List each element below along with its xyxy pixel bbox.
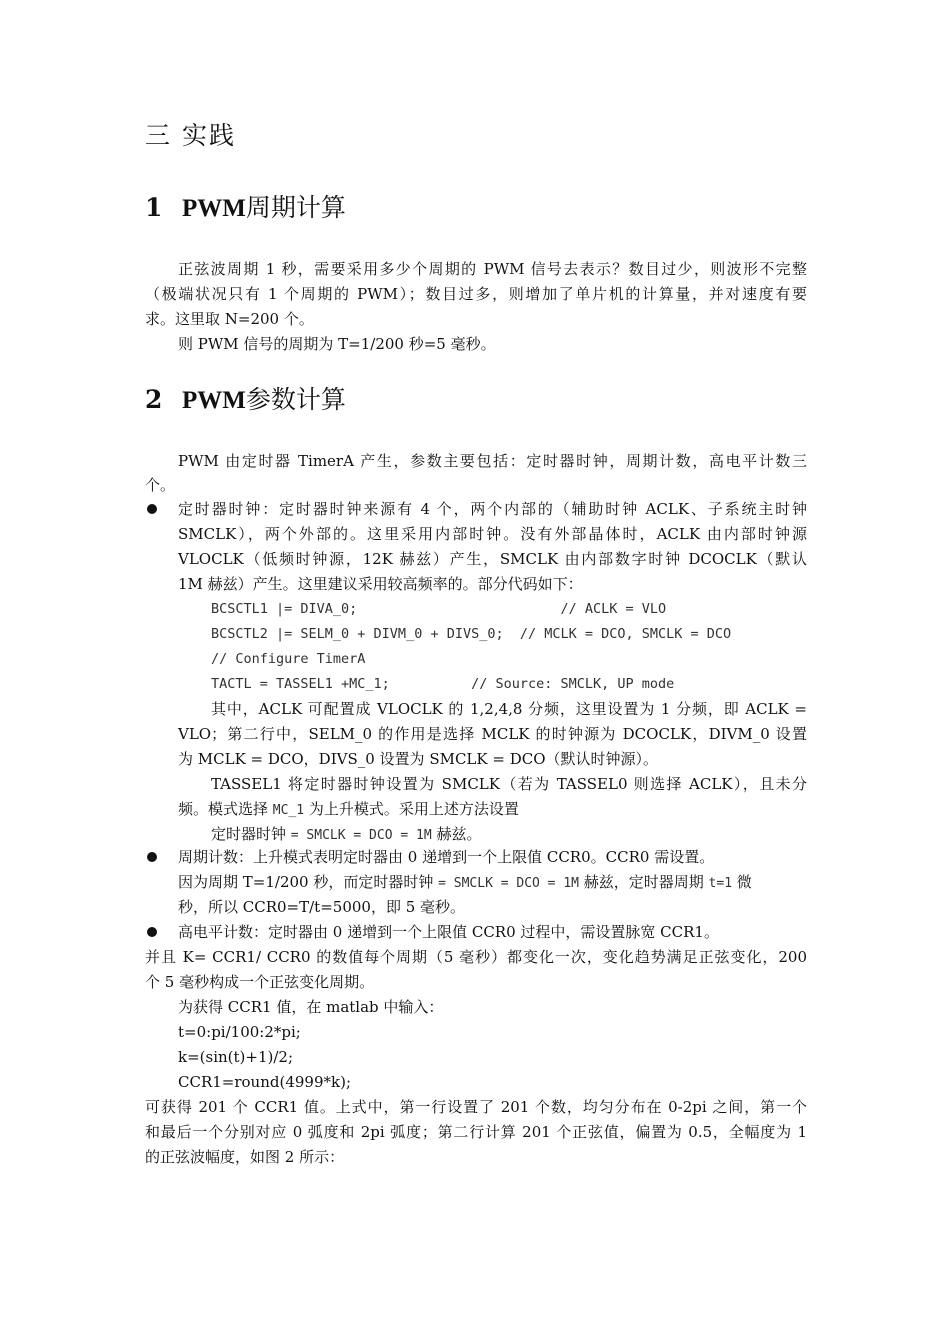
section-title: 参数计算 [245,385,346,414]
paragraph-line: 可获得 201 个 CCR1 值。上式中，第一行设置了 201 个数，均匀分布在 0-2pi 之间，第一个 [145,1098,807,1116]
section-title: 周期计算 [245,193,346,222]
paragraph-line [178,797,519,823]
text-run: 微 [732,873,752,891]
paragraph-line: 个。 [145,476,176,494]
paragraph-line: 其中，ACLK 可配置成 VLOCLK 的 1,2,4,8 分频，这里设置为 1 分频，即 ACLK = [211,700,807,718]
bullet-line: SMCLK），两个外部的。这里采用内部时钟。没有外部晶体时，ACLK 由内部时钟源 [178,525,807,543]
text-run: 定时器时钟 [211,825,291,843]
paragraph-line: 的正弦波幅度，如图 2 所示： [145,1148,345,1166]
paragraph-line: TASSEL1 将定时器时钟设置为 SMCLK（若为 TASSEL0 则选择 ACLK），且未分 [211,775,807,793]
bullet-icon [147,927,157,937]
paragraph-line: VLO；第二行中，SELM_0 的作用是选择 MCLK 的时钟源为 DCOCLK，DIVM_0 设置 [178,725,807,743]
code-line: BCSCTL2 |= SELM_0 + DIVM_0 + DIVS_0; // MCLK = DCO, SMCLK = DCO [211,626,732,642]
code-line: TACTL = TASSEL1 +MC_1; // Source: SMCLK, UP mode [211,676,675,692]
paragraph-line: 为 MCLK = DCO，DIVS_0 设置为 SMCLK = DCO（默认时钟源）。 [178,750,659,768]
code-run: MC_1 [272,803,305,818]
section-number: 2 [145,385,163,414]
matlab-line: t=0:pi/100:2*pi; [178,1023,301,1041]
paragraph-line: 为获得 CCR1 值，在 matlab 中输入： [178,998,444,1016]
paragraph-line: 正弦波周期 1 秒，需要采用多少个周期的 PWM 信号去表示？数目过少，则波形不完整 [178,260,807,278]
text-run: 赫兹。 [431,825,482,843]
paragraph-line: （极端状况只有 1 个周期的 PWM）；数目过多，则增加了单片机的计算量，并对速度有要 [145,285,807,303]
bullet-line: 1M 赫兹）产生。这里建议采用较高频率的。部分代码如下： [178,575,583,593]
code-line: // Configure TimerA [211,651,366,667]
bullet-line: 高电平计数：定时器由 0 递增到一个上限值 CCR0 过程中，需设置脉宽 CCR1。 [178,923,719,941]
paragraph-line: PWM 由定时器 TimerA 产生，参数主要包括：定时器时钟，周期计数，高电平计数三 [178,452,807,470]
text-run: 因为周期 T=1/200 秒，而定时器时钟 [178,873,439,891]
bullet-line [178,870,752,896]
text-run: 为上升模式。采用上述方法设置 [304,800,519,818]
paragraph-line: 和最后一个分别对应 0 弧度和 2pi 弧度；第二行计算 201 个正弦值，偏置为 0.5，全幅度为 1 [145,1123,807,1141]
paragraph-line: 并且 K= CCR1/ CCR0 的数值每个周期（5 毫秒）都变化一次，变化趋势满足正弦变化，200 [145,948,807,966]
bullet-line: 定时器时钟：定时器时钟来源有 4 个，两个内部的（辅助时钟 ACLK、子系统主时钟 [178,500,807,518]
paragraph-line: 个 5 毫秒构成一个正弦变化周期。 [145,973,375,991]
text-run: 赫兹，定时器周期 [579,873,709,891]
bullet-line: VLOCLK（低频时钟源，12K 赫兹）产生，SMCLK 由内部数字时钟 DCOCLK（默认 [178,550,807,568]
matlab-line: k=(sin(t)+1)/2; [178,1048,294,1066]
paragraph-line: 求。这里取 N=200 个。 [145,310,314,328]
code-run: = SMCLK = DCO = 1M [438,876,579,891]
code-line: BCSCTL1 |= DIVA_0; // ACLK = VLO [211,601,667,617]
section-title-bold: PWM [182,195,246,222]
bullet-icon [147,504,157,514]
bullet-line: 秒，所以 CCR0=T/t=5000，即 5 毫秒。 [178,898,466,916]
section-title-bold: PWM [182,387,246,414]
chapter-heading: 三 实践 [145,121,236,150]
matlab-line: CCR1=round(4999*k); [178,1073,352,1091]
code-run: = SMCLK = DCO = 1M [290,828,432,843]
bullet-line: 周期计数：上升模式表明定时器由 0 递增到一个上限值 CCR0。CCR0 需设置。 [178,848,715,866]
code-run: t=1 [708,876,733,891]
section-number: 1 [145,193,163,222]
paragraph-line: 则 PWM 信号的周期为 T=1/200 秒=5 毫秒。 [178,335,496,353]
bullet-icon [147,852,157,862]
section-heading-1 [145,188,346,224]
section-heading-2 [145,380,346,416]
text-run: 频。模式选择 [178,800,273,818]
